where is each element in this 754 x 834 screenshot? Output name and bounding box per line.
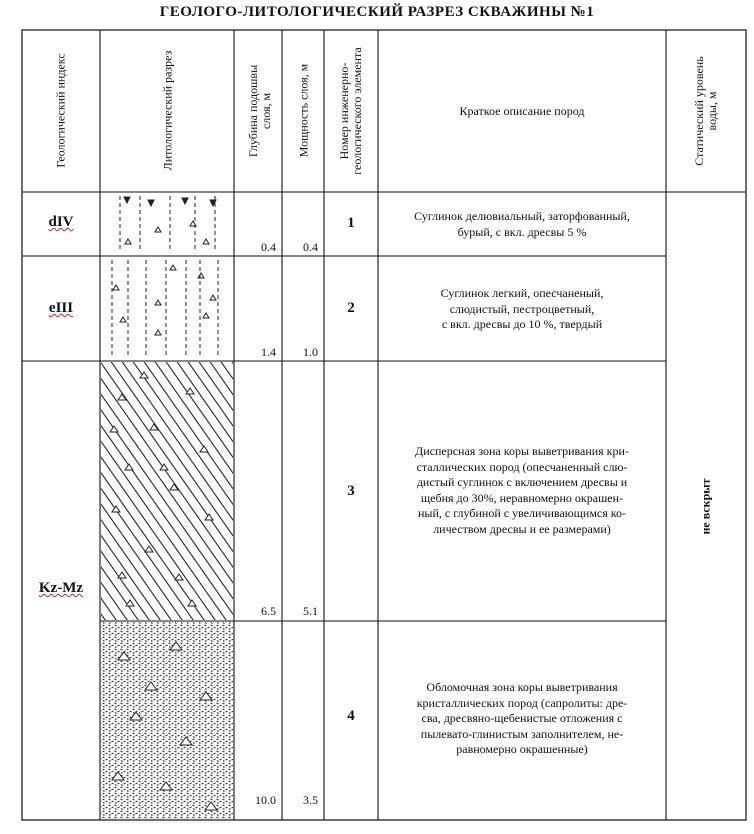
header-geo-index: Геологический индекс — [53, 53, 68, 168]
depth-layer-3: 6.5 — [261, 604, 276, 618]
page-title: ГЕОЛОГО-ЛИТОЛОГИЧЕСКИЙ РАЗРЕЗ СКВАЖИНЫ №1 — [159, 4, 595, 20]
static-level-value: не вскрыт — [698, 478, 713, 535]
description-line: с вкл. дресвы до 10 %, твердый — [441, 317, 603, 331]
header-static-level: Статический уровень воды, м — [692, 56, 719, 166]
header-thickness: Мощность слоя, м — [296, 63, 311, 158]
description-line: слюдистый, пестроцветный, — [449, 301, 595, 316]
description-line: равномерно окрашенные) — [456, 742, 588, 756]
litho-layer-2 — [112, 260, 218, 358]
description-layer-1 — [382, 209, 662, 240]
depth-layer-1: 0.4 — [261, 240, 276, 254]
element-no-3: 3 — [347, 483, 355, 499]
description-layer-2 — [382, 286, 662, 333]
thickness-layer-3: 5.1 — [303, 604, 318, 618]
thickness-layer-1: 0.4 — [303, 240, 318, 254]
description-line: Дисперсная зона коры выветривания кри- — [415, 444, 629, 458]
header-depth: Глубина подошвы слоя, м — [246, 64, 273, 158]
description-line: кристаллических пород (сапролиты: дре- — [416, 695, 628, 710]
header-litho: Литологический разрез — [160, 50, 175, 171]
geo-index-layer-2: eIII — [48, 300, 74, 316]
header-description: Краткое описание пород — [459, 104, 585, 118]
thickness-layer-2: 1.0 — [303, 345, 318, 359]
description-line: Суглинок легкий, опесчаненый, — [440, 286, 604, 300]
geo-index-layer-3: Kz-Mz — [38, 580, 84, 596]
description-layer-4 — [382, 680, 662, 758]
description-line: личеством дресвы и ее размерами) — [433, 521, 611, 536]
thickness-layer-4: 3.5 — [303, 793, 318, 807]
litho-layer-3 — [101, 362, 233, 620]
header-element-no: Номер инженерно- геологического элемента — [337, 47, 364, 175]
geo-index-layer-1: dIV — [48, 214, 74, 230]
description-line: пылевато-глинистым заполнителем, не- — [420, 726, 624, 741]
element-no-2: 2 — [347, 300, 355, 316]
element-no-1: 1 — [347, 215, 355, 231]
description-line: сва, дресвяно-щебенистые отложения с — [421, 711, 623, 725]
depth-layer-4: 10.0 — [255, 793, 276, 807]
description-line: щебня до 30%, неравномерно окрашен- — [420, 490, 624, 505]
description-line: Суглинок делювиальный, заторфованный, — [414, 209, 630, 223]
description-line: Обломочная зона коры выветривания — [426, 680, 618, 694]
description-line: бурый, с вкл. дресвы 5 % — [457, 224, 587, 239]
litho-layer-1 — [120, 196, 216, 252]
description-line: сталлических пород (опесчаненный слю- — [416, 459, 628, 474]
description-line: дистый суглинок с включением дресвы и — [416, 475, 628, 489]
description-layer-3 — [382, 444, 662, 537]
depth-layer-2: 1.4 — [261, 345, 276, 359]
element-no-4: 4 — [347, 708, 355, 724]
description-line: ный, с глубиной с увеличивающимся ко- — [418, 506, 626, 520]
